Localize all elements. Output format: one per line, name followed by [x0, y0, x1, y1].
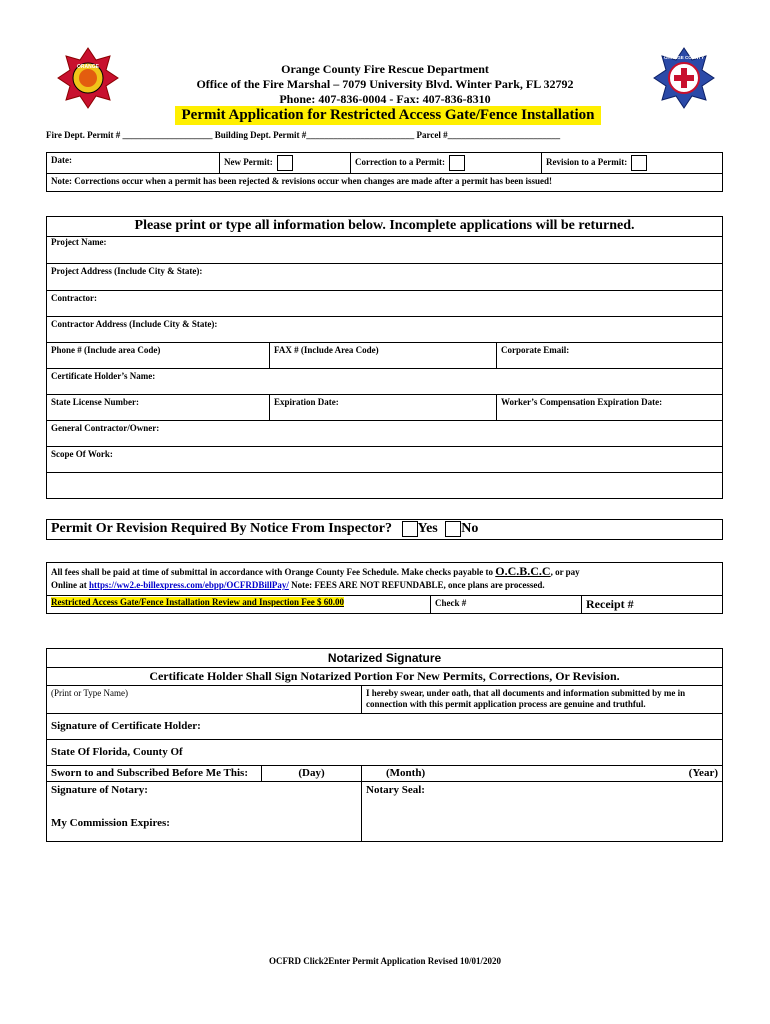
- fee-amount-label: Restricted Access Gate/Fence Installation Review and Inspection Fee $ 60.00: [51, 597, 344, 607]
- state-county-field[interactable]: [47, 740, 723, 766]
- notary-seal-field[interactable]: [362, 782, 723, 842]
- expiration-field[interactable]: [270, 395, 497, 421]
- oath-text: I hereby swear, under oath, that all documents and information submitted by me in connection with this permit application process are genuine and truthful.: [362, 686, 723, 714]
- notary-seal-label: Notary Seal:: [366, 784, 425, 796]
- notary-signature-field[interactable]: [51, 784, 357, 796]
- cert-holder-field[interactable]: [47, 369, 723, 395]
- inspector-yes-label: Yes: [417, 521, 438, 537]
- date-label: Date:: [51, 155, 72, 165]
- fees-note: Note: FEES ARE NOT REFUNDABLE, once plans are processed.: [291, 580, 545, 590]
- fax-field[interactable]: [270, 343, 497, 369]
- contractor-label: Contractor:: [51, 293, 97, 303]
- info-heading: Please print or type all information below. Incomplete applications will be returned.: [47, 217, 723, 237]
- svg-text:ORANGE COUNTY: ORANGE COUNTY: [663, 55, 705, 60]
- new-permit-label: New Permit:: [224, 157, 273, 168]
- inspector-no-checkbox[interactable]: [445, 521, 461, 537]
- project-address-field[interactable]: [47, 264, 723, 291]
- revision-checkbox[interactable]: [631, 155, 647, 171]
- expiration-label: Expiration Date:: [274, 397, 339, 407]
- contractor-field[interactable]: [47, 291, 723, 317]
- fees-online-label: Online at: [51, 580, 87, 590]
- sworn-label: Sworn to and Subscribed Before Me This:: [51, 767, 249, 779]
- receipt-label: Receipt #: [586, 597, 634, 611]
- print-name-field[interactable]: [47, 686, 362, 714]
- commission-label: My Commission Expires:: [51, 817, 170, 829]
- office-address: Office of the Fire Marshal – 7079 University Blvd. Winter Park, FL 32792: [196, 77, 574, 91]
- gc-owner-field[interactable]: [47, 421, 723, 447]
- month-year-field[interactable]: [362, 766, 723, 782]
- scope-field-extra[interactable]: [47, 473, 723, 499]
- phone-label: Phone # (Include area Code): [51, 345, 161, 355]
- inspector-table: [46, 519, 723, 540]
- project-name-label: Project Name:: [51, 237, 107, 247]
- new-permit-checkbox[interactable]: [277, 155, 293, 171]
- inspector-no-label: No: [461, 521, 479, 537]
- license-label: State License Number:: [51, 397, 139, 407]
- cert-signature-label: Signature of Certificate Holder:: [51, 720, 201, 732]
- fax-label: FAX # (Include Area Code): [274, 345, 379, 355]
- project-address-label: Project Address (Include City & State):: [51, 266, 203, 276]
- fees-line1-end: , or pay: [550, 567, 580, 577]
- scope-label: Scope Of Work:: [51, 449, 113, 459]
- inspector-yes-checkbox[interactable]: [402, 521, 418, 537]
- notary-signature-label: Signature of Notary:: [51, 784, 148, 796]
- correction-checkbox[interactable]: [449, 155, 465, 171]
- day-label: (Day): [298, 767, 325, 779]
- dept-name: Orange County Fire Rescue Department: [281, 62, 489, 76]
- receipt-number-field[interactable]: [582, 596, 723, 614]
- permit-numbers-line: Fire Dept. Permit # ____________________ Building Dept. Permit #________________________ Parcel #_________________________: [46, 130, 561, 140]
- check-number-field[interactable]: [431, 596, 582, 614]
- notary-heading: Notarized Signature: [47, 649, 723, 668]
- day-field[interactable]: [262, 766, 362, 782]
- form-footer: OCFRD Click2Enter Permit Application Revised 10/01/2020: [268, 956, 502, 966]
- workers-comp-label: Worker’s Compensation Expiration Date:: [501, 397, 663, 407]
- year-label: (Year): [688, 767, 718, 779]
- print-name-label: (Print or Type Name): [51, 688, 128, 698]
- svg-text:ORANGE: ORANGE: [77, 64, 99, 70]
- state-county-label: State Of Florida, County Of: [51, 746, 183, 758]
- contractor-address-field[interactable]: [47, 317, 723, 343]
- notary-subheading: Certificate Holder Shall Sign Notarized Portion For New Permits, Corrections, Or Revision.: [47, 668, 723, 686]
- commission-field[interactable]: [51, 817, 357, 829]
- revision-label: Revision to a Permit:: [546, 157, 628, 168]
- cert-holder-label: Certificate Holder’s Name:: [51, 371, 156, 381]
- permit-note: Note: Corrections occur when a permit has been rejected & revisions occur when changes are made after a permit has been issued!: [47, 174, 723, 192]
- fees-line1: All fees shall be paid at time of submittal in accordance with Orange County Fee Schedule. Make checks payable to: [51, 567, 493, 577]
- month-label: (Month): [386, 767, 426, 779]
- license-field[interactable]: [47, 395, 270, 421]
- notary-table: [46, 648, 723, 842]
- gc-owner-label: General Contractor/Owner:: [51, 423, 160, 433]
- project-name-field[interactable]: [47, 237, 723, 264]
- inspector-question: Permit Or Revision Required By Notice From Inspector?: [51, 521, 393, 537]
- permit-type-table: [46, 152, 723, 192]
- form-title: Permit Application for Restricted Access Gate/Fence Installation: [175, 106, 601, 125]
- email-label: Corporate Email:: [501, 345, 570, 355]
- project-info-table: [46, 216, 723, 499]
- cert-signature-field[interactable]: [47, 714, 723, 740]
- bill-pay-link[interactable]: https://ww2.e-billexpress.com/ebpp/OCFRDBillPay/: [89, 580, 289, 590]
- check-label: Check #: [435, 598, 467, 608]
- fees-payee: O.C.B.C.C: [495, 564, 551, 578]
- scope-field[interactable]: [47, 447, 723, 473]
- correction-label: Correction to a Permit:: [355, 157, 446, 168]
- email-field[interactable]: [497, 343, 723, 369]
- phone-fax: Phone: 407-836-0004 - Fax: 407-836-8310: [279, 92, 491, 106]
- workers-comp-field[interactable]: [497, 395, 723, 421]
- contractor-address-label: Contractor Address (Include City & State):: [51, 319, 218, 329]
- fees-table: [46, 562, 723, 614]
- phone-field[interactable]: [47, 343, 270, 369]
